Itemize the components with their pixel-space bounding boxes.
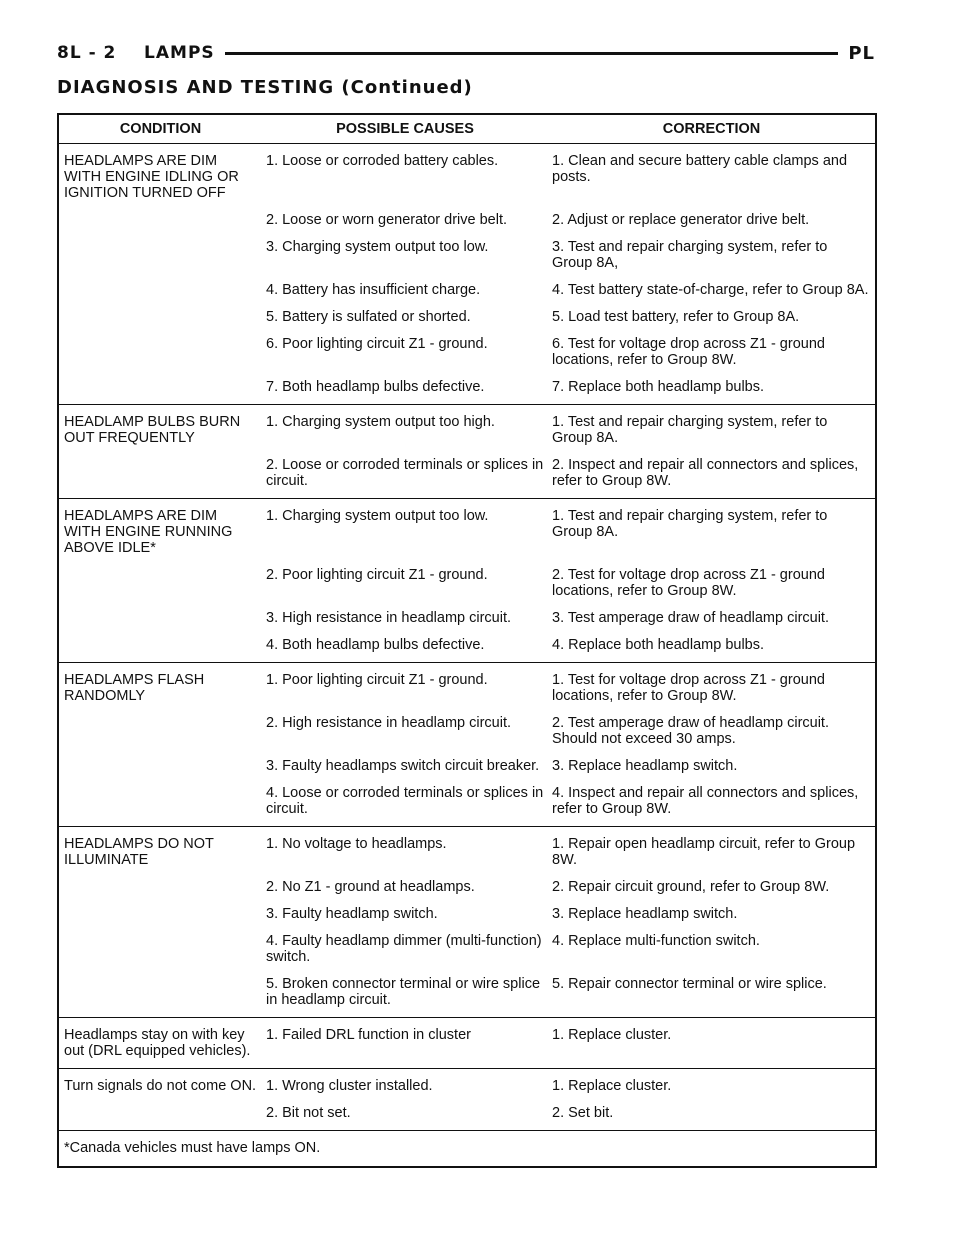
correction-cell: 2. Inspect and repair all connectors and splices, refer to Group 8W. — [548, 450, 876, 499]
correction-cell: 4. Replace both headlamp bulbs. — [548, 630, 876, 663]
condition-cell: HEADLAMPS DO NOT ILLUMINATE — [64, 836, 214, 868]
correction-cell: 4. Test battery state-of-charge, refer to Group 8A. — [552, 282, 869, 298]
table-row — [58, 872, 876, 899]
table-row — [58, 1018, 876, 1069]
table-row — [58, 1098, 876, 1131]
condition-cell: HEADLAMPS ARE DIM WITH ENGINE IDLING OR IGNITION TURNED OFF — [64, 153, 239, 201]
table-row — [58, 827, 876, 873]
condition-cell-empty — [58, 1098, 262, 1131]
correction-cell: 3. Test amperage draw of headlamp circuit. — [552, 610, 829, 626]
condition-cell-empty — [58, 450, 262, 499]
condition-cell-empty — [58, 872, 262, 899]
cause-cell: 5. Battery is sulfated or shorted. — [266, 309, 471, 325]
correction-cell: 1. Repair open headlamp circuit, refer to Group 8W. — [552, 836, 856, 868]
condition-cell-empty — [58, 275, 262, 302]
condition-cell-empty — [58, 630, 262, 663]
condition-cell-empty — [58, 329, 262, 372]
condition-cell: HEADLAMPS FLASH RANDOMLY — [64, 672, 205, 704]
condition-cell-empty — [58, 205, 262, 232]
table-row — [58, 205, 876, 232]
condition-cell-empty — [58, 372, 262, 405]
table-row — [58, 329, 876, 372]
cause-cell: 2. Bit not set. — [262, 1098, 548, 1131]
cause-cell: 1. Loose or corroded battery cables. — [266, 153, 499, 169]
correction-cell: 3. Replace headlamp switch. — [552, 906, 738, 922]
correction-cell: 4. Inspect and repair all connectors and splices, refer to Group 8W. — [548, 778, 876, 827]
cause-cell: 1. No voltage to headlamps. — [266, 836, 447, 852]
correction-cell: 5. Repair connector terminal or wire splice. — [548, 969, 876, 1018]
table-row — [58, 603, 876, 630]
correction-cell: 7. Replace both headlamp bulbs. — [548, 372, 876, 405]
cause-cell: 4. Loose or corroded terminals or splices in circuit. — [262, 778, 548, 827]
table-row — [58, 405, 876, 451]
cause-cell: 2. High resistance in headlamp circuit. — [266, 715, 512, 731]
condition-cell-empty — [58, 560, 262, 603]
condition-cell-empty — [58, 708, 262, 751]
cause-cell: 1. Charging system output too low. — [266, 508, 489, 524]
table-body — [58, 144, 876, 1168]
column-header-correction: CORRECTION — [548, 114, 876, 144]
cause-cell: 1. Charging system output too high. — [266, 414, 495, 430]
cause-cell: 7. Both headlamp bulbs defective. — [262, 372, 548, 405]
correction-cell: 4. Replace multi-function switch. — [552, 933, 760, 949]
cause-cell: 1. Poor lighting circuit Z1 - ground. — [266, 672, 488, 688]
cause-cell: 3. High resistance in headlamp circuit. — [266, 610, 512, 626]
condition-cell: Headlamps stay on with key out (DRL equipped vehicles). — [58, 1018, 262, 1069]
condition-cell-empty — [58, 778, 262, 827]
table-row — [58, 275, 876, 302]
table-row — [58, 630, 876, 663]
table-row — [58, 560, 876, 603]
correction-cell: 1. Test for voltage drop across Z1 - ground locations, refer to Group 8W. — [552, 672, 825, 704]
correction-cell: 3. Test and repair charging system, refer to Group 8A, — [552, 239, 828, 271]
correction-cell: 6. Test for voltage drop across Z1 - ground locations, refer to Group 8W. — [552, 336, 825, 368]
cause-cell: 6. Poor lighting circuit Z1 - ground. — [266, 336, 488, 352]
table-row — [58, 372, 876, 405]
condition-cell: Turn signals do not come ON. — [64, 1078, 257, 1094]
table-row — [58, 778, 876, 827]
cause-cell: 3. Charging system output too low. — [266, 239, 489, 255]
footnote-row — [58, 1131, 876, 1168]
table-row — [58, 302, 876, 329]
cause-cell: 4. Battery has insufficient charge. — [266, 282, 481, 298]
table-row — [58, 751, 876, 778]
cause-cell: 3. Faulty headlamps switch circuit breaker. — [266, 758, 540, 774]
section-label: 8L - 2 LAMPS — [57, 43, 215, 63]
cause-cell: 2. Poor lighting circuit Z1 - ground. — [266, 567, 488, 583]
table-row — [58, 144, 876, 206]
correction-cell: 1. Replace cluster. — [552, 1078, 672, 1094]
table-row — [58, 926, 876, 969]
cause-cell: 4. Both headlamp bulbs defective. — [262, 630, 548, 663]
correction-cell: 3. Replace headlamp switch. — [552, 758, 738, 774]
table-row — [58, 663, 876, 709]
table-row — [58, 708, 876, 751]
cause-cell: 2. Loose or corroded terminals or splices in circuit. — [262, 450, 548, 499]
correction-cell: 2. Test for voltage drop across Z1 - ground locations, refer to Group 8W. — [552, 567, 825, 599]
cause-cell: 4. Faulty headlamp dimmer (multi-function) switch. — [266, 933, 542, 965]
correction-cell: 1. Test and repair charging system, refer to Group 8A. — [552, 508, 828, 540]
column-header-causes: POSSIBLE CAUSES — [262, 114, 548, 144]
condition-cell-empty — [58, 751, 262, 778]
footnote: *Canada vehicles must have lamps ON. — [64, 1140, 321, 1156]
condition-cell-empty — [58, 969, 262, 1018]
cause-cell: 5. Broken connector terminal or wire splice in headlamp circuit. — [262, 969, 548, 1018]
table-row — [58, 1069, 876, 1099]
correction-cell: 1. Clean and secure battery cable clamps and posts. — [552, 153, 848, 185]
diagnosis-table — [57, 113, 877, 1168]
cause-cell: 2. No Z1 - ground at headlamps. — [266, 879, 475, 895]
table-row — [58, 899, 876, 926]
table-row — [58, 969, 876, 1018]
condition-cell: HEADLAMP BULBS BURN OUT FREQUENTLY — [64, 414, 241, 446]
condition-cell-empty — [58, 232, 262, 275]
correction-cell: 2. Set bit. — [548, 1098, 876, 1131]
page-subtitle: DIAGNOSIS AND TESTING (Continued) — [57, 77, 473, 98]
condition-cell: HEADLAMPS ARE DIM WITH ENGINE RUNNING ABOVE IDLE* — [64, 508, 233, 556]
correction-cell: 5. Load test battery, refer to Group 8A. — [552, 309, 800, 325]
correction-cell: 2. Repair circuit ground, refer to Group 8W. — [552, 879, 830, 895]
cause-cell: 2. Loose or worn generator drive belt. — [266, 212, 507, 228]
correction-cell: 2. Adjust or replace generator drive belt. — [552, 212, 810, 228]
page-header — [57, 40, 875, 66]
correction-cell: 1. Test and repair charging system, refer to Group 8A. — [552, 414, 828, 446]
table-row — [58, 450, 876, 499]
cause-cell: 3. Faulty headlamp switch. — [266, 906, 438, 922]
condition-cell-empty — [58, 302, 262, 329]
condition-cell-empty — [58, 603, 262, 630]
table-header-row — [58, 114, 876, 144]
correction-cell: 2. Test amperage draw of headlamp circuit. Should not exceed 30 amps. — [552, 715, 829, 747]
condition-cell-empty — [58, 926, 262, 969]
table-row — [58, 499, 876, 561]
column-header-condition: CONDITION — [58, 114, 262, 144]
correction-cell: 1. Replace cluster. — [548, 1018, 876, 1069]
cause-cell: 1. Wrong cluster installed. — [266, 1078, 433, 1094]
cause-cell: 1. Failed DRL function in cluster — [262, 1018, 548, 1069]
model-code: PL — [848, 42, 875, 64]
header-rule — [225, 52, 839, 55]
condition-cell-empty — [58, 899, 262, 926]
table-row — [58, 232, 876, 275]
